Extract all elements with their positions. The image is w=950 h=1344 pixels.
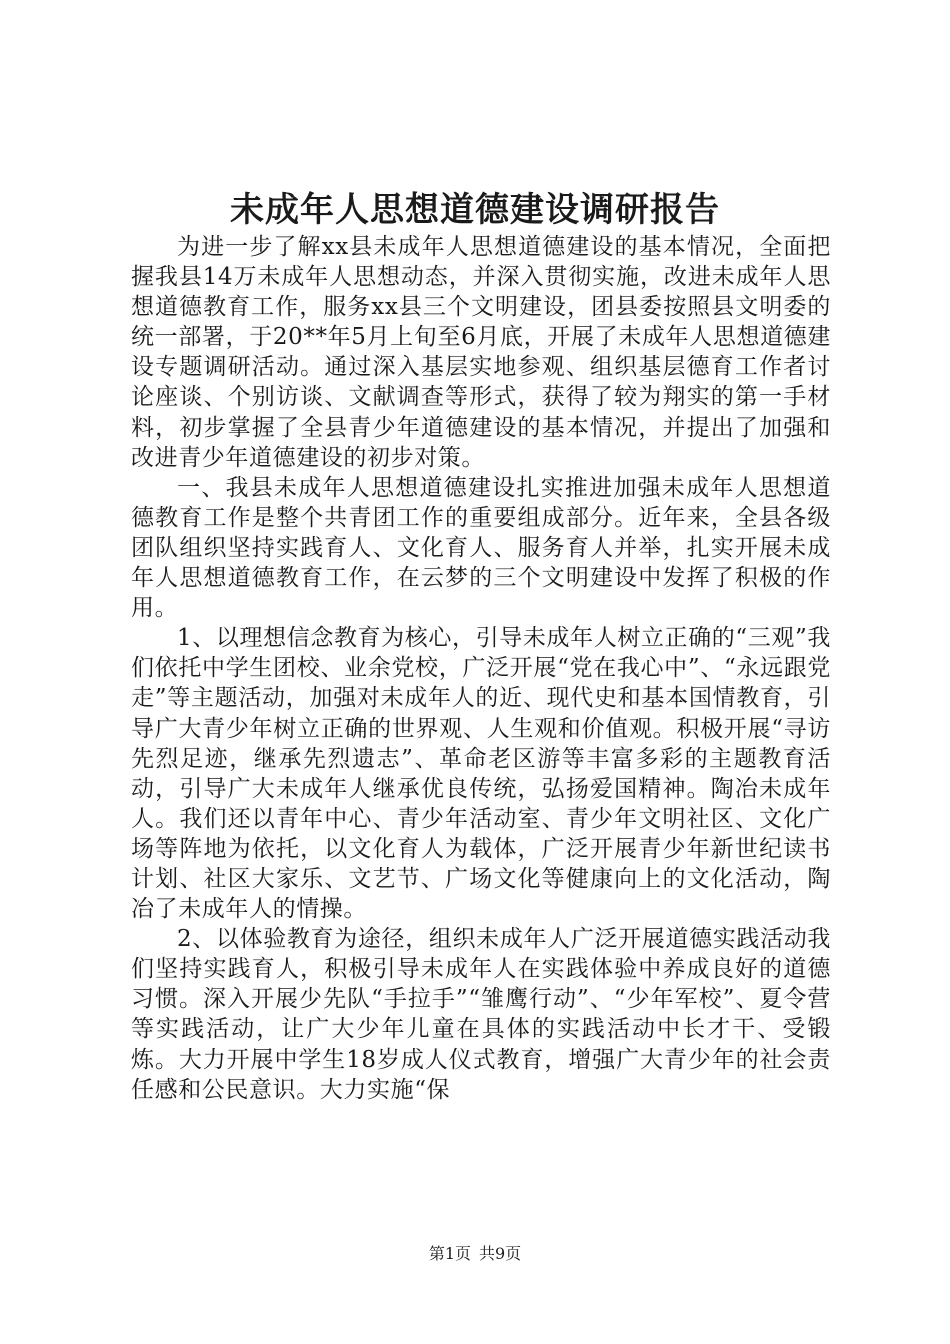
paragraph-item-1: 1、以理想信念教育为核心，引导未成年人树立正确的“三观”我们依托中学生团校、业余党校，广泛开展“党在我心中”、“永远跟党走”等主题活动，加强对未成年人的近、现代史和基本国情教育，引导广大青少年树立正确的世界观、人生观和价值观。积极开展“寻访先烈足迹，继承先烈遗志”、革命老区游等丰富多彩的主题教育活动，引导广大未成年人继承优良传统，弘扬爱国精神。陶冶未成年人。我们还以青年中心、青少年活动室、青少年文明社区、文化广场等阵地为依托，以文化育人为载体，广泛开展青少年新世纪读书计划、社区大家乐、文艺节、广场文化等健康向上的文化活动，陶冶了未成年人的情操。 xyxy=(131,625,831,923)
page-total: 共9页 xyxy=(479,1244,522,1263)
paragraph-item-2: 2、以体验教育为途径，组织未成年人广泛开展道德实践活动我们坚持实践育人，积极引导未成年人在实践体验中养成良好的道德习惯。深入开展少先队“手拉手”“雏鹰行动”、“少年军校”、夏令营等实践活动，让广大少年儿童在具体的实践活动中长才干、受锻炼。大力开展中学生18岁成人仪式教育，增强广大青少年的社会责任感和公民意识。大力实施“保 xyxy=(131,926,831,1103)
page-number: 第1页 xyxy=(428,1244,471,1263)
page-footer xyxy=(0,1242,950,1266)
document-title: 未成年人思想道德建设调研报告 xyxy=(230,190,720,230)
document-body xyxy=(131,232,831,1105)
paragraph-section-1: 一、我县未成年人思想道德建设扎实推进加强未成年人思想道德教育工作是整个共青团工作的重要组成部分。近年来，全县各级团队组织坚持实践育人、文化育人、服务育人并举，扎实开展未成年人思想道德教育工作，在云梦的三个文明建设中发挥了积极的作用。 xyxy=(131,474,831,622)
paragraph-intro: 为进一步了解xx县未成年人思想道德建设的基本情况，全面把握我县14万未成年人思想动态，并深入贯彻实施，改进未成年人思想道德教育工作，服务xx县三个文明建设，团县委按照县文明委的统一部署，于20**年5月上旬至6月底，开展了未成年人思想道德建设专题调研活动。通过深入基层实地参观、组织基层德育工作者讨论座谈、个别访谈、文献调查等形式，获得了较为翔实的第一手材料，初步掌握了全县青少年道德建设的基本情况，并提出了加强和改进青少年道德建设的初步对策。 xyxy=(131,234,831,471)
